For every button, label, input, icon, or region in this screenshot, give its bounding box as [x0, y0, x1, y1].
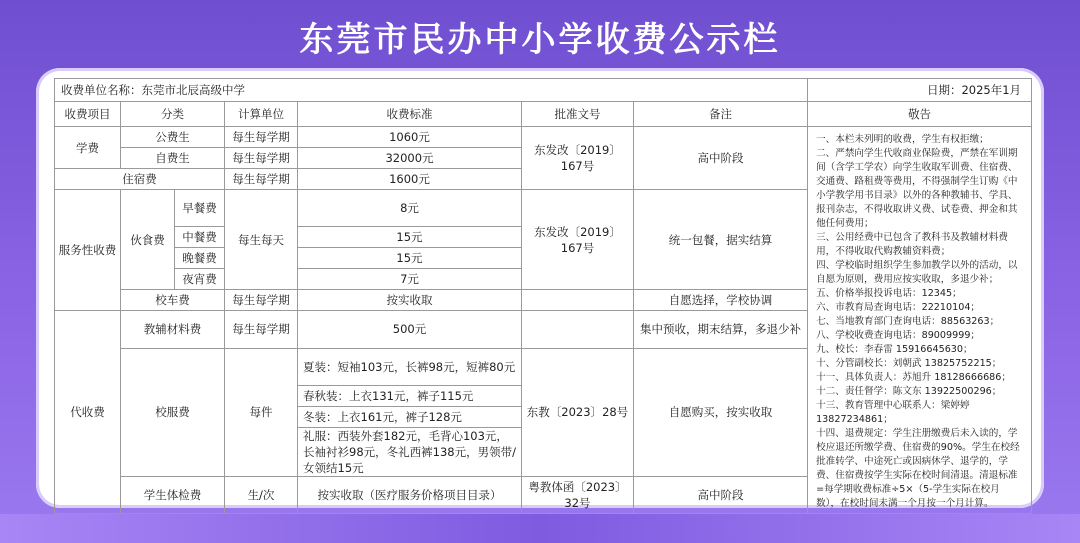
physical-exam-label: 学生体检费 — [121, 477, 225, 514]
unit-cell: 每件 — [225, 348, 298, 476]
spring-uniform: 春秋装：上衣131元，裤子115元 — [298, 386, 522, 407]
unit-cell: 每生每学期 — [225, 148, 298, 169]
notice-line: 十四、退费规定：学生注册缴费后未入读的，学校应退还所缴学费、住宿费的90%。学生在校经批准转学、中途死亡或因病休学、退学的，学费、住宿费按学生实际在校时间清退。清退标准=每学期收费标准÷5×（5-学生实际在校月数），在校时间未满一个月按一个月计算。 — [816, 428, 1020, 509]
remark-cell: 集中预收，期末结算，多退少补 — [634, 311, 808, 348]
bottom-decoration — [0, 514, 1080, 543]
header-notice: 敬告 — [808, 102, 1032, 127]
notice-line: 七、当地教育部门查询电话：88563263； — [816, 316, 1000, 327]
boarding-label: 住宿费 — [55, 169, 225, 190]
breakfast-label: 早餐费 — [175, 190, 225, 227]
unit-cell: 每生每天 — [225, 190, 298, 290]
header-approval: 批准文号 — [522, 102, 634, 127]
fee-cell: 1060元 — [298, 127, 522, 148]
unit-name: 收费单位名称：东莞市北辰高级中学 — [55, 79, 808, 102]
unit-cell: 每生每学期 — [225, 127, 298, 148]
page-title: 东莞市民办中小学收费公示栏 — [299, 20, 781, 60]
dinner-label: 晚餐费 — [175, 248, 225, 269]
notice-line: 十三、教育管理中心联系人：梁婷婷 13827234861； — [816, 400, 970, 425]
date-label: 日期：2025年1月 — [808, 79, 1032, 102]
fee-table-wrapper — [54, 78, 1031, 514]
fee-cell: 32000元 — [298, 148, 522, 169]
fee-cell: 1600元 — [298, 169, 522, 190]
unit-cell: 每生每学期 — [225, 169, 298, 190]
notice-cell — [808, 127, 1032, 514]
notice-line: 十、分管副校长：刘朝武 13825752215； — [816, 358, 1002, 369]
notice-line: 三、公用经费中已包含了教科书及教辅材料费用，不得收取代购教辅资料费； — [816, 232, 1008, 257]
remark-cell: 自愿选择，学校协调 — [634, 290, 808, 311]
approval-cell: 东教〔2023〕28号 — [522, 348, 634, 476]
winter-uniform: 冬装：上衣161元，裤子128元 — [298, 407, 522, 428]
fee-cell: 500元 — [298, 311, 522, 348]
fee-cell: 按实收取 — [298, 290, 522, 311]
meal-fee-label: 伙食费 — [121, 190, 175, 290]
header-standard: 收费标准 — [298, 102, 522, 127]
remark-cell: 自愿购买，按实收取 — [634, 348, 808, 476]
public-student: 公费生 — [121, 127, 225, 148]
notice-line: 一、本栏未列明的收费，学生有权拒缴； — [816, 134, 989, 145]
collection-fee-label: 代收费 — [55, 311, 121, 514]
self-funded-student: 自费生 — [121, 148, 225, 169]
notice-line: 八、学校收费查询电话：89009999； — [816, 330, 981, 341]
service-fee-label: 服务性收费 — [55, 190, 121, 311]
remark-cell: 统一包餐，据实结算 — [634, 190, 808, 290]
uniform-fee-label: 校服费 — [121, 348, 225, 476]
unit-cell: 每生每学期 — [225, 290, 298, 311]
summer-uniform: 夏装：短袖103元，长裤98元，短裤80元 — [298, 348, 522, 385]
notice-line: 五、价格举报投诉电话：12345； — [816, 288, 962, 299]
approval-cell: 粤教体函〔2023〕32号 — [522, 477, 634, 514]
bus-label: 校车费 — [121, 290, 225, 311]
notice-line: 十二、责任督学：陈文东 13922500296； — [816, 386, 1002, 397]
header-category: 分类 — [121, 102, 225, 127]
notice-line: 九、校长：李春雷 15916645630； — [816, 344, 973, 355]
notice-line: 十一、具体负责人：苏旭升 18128666686； — [816, 372, 1011, 383]
unit-cell: 每生每学期 — [225, 311, 298, 348]
supper-label: 夜宵费 — [175, 269, 225, 290]
unit-cell: 生/次 — [225, 477, 298, 514]
approval-cell — [522, 311, 634, 348]
material-fee-label: 教辅材料费 — [121, 311, 225, 348]
approval-cell — [522, 290, 634, 311]
fee-cell: 按实收取（医疗服务价格项目目录） — [298, 477, 522, 514]
fee-cell: 7元 — [298, 269, 522, 290]
header-unit: 计算单位 — [225, 102, 298, 127]
header-item: 收费项目 — [55, 102, 121, 127]
notice-line: 四、学校临时组织学生参加教学以外的活动，以自愿为原则，费用应按实收取，多退少补； — [816, 260, 1018, 285]
remark-cell: 高中阶段 — [634, 477, 808, 514]
fee-table — [54, 78, 1032, 514]
header-remark: 备注 — [634, 102, 808, 127]
approval-cell: 东发改〔2019〕167号 — [522, 190, 634, 290]
approval-cell: 东发改〔2019〕167号 — [522, 127, 634, 190]
fee-cell: 15元 — [298, 248, 522, 269]
notice-line: 六、市教育局查询电话：22210104； — [816, 302, 981, 313]
lunch-label: 中餐费 — [175, 227, 225, 248]
remark-cell: 高中阶段 — [634, 127, 808, 190]
notice-line: 二、严禁向学生代收商业保险费，严禁在军训期间（含学工学农）向学生收取军训费、住宿费、交通费、路租费等费用，不得强制学生订购《中小学教学用书目录》以外的各种教辅书、学具、报刊杂志，不得收取讲义费、试卷费、押金和其他任何费用； — [816, 148, 1018, 229]
formal-uniform: 礼服：西装外套182元，毛背心103元，长袖衬衫98元，冬礼西裤138元，男领带/女领结15元 — [298, 428, 522, 477]
tuition-label: 学费 — [55, 127, 121, 169]
fee-cell: 8元 — [298, 190, 522, 227]
fee-cell: 15元 — [298, 227, 522, 248]
